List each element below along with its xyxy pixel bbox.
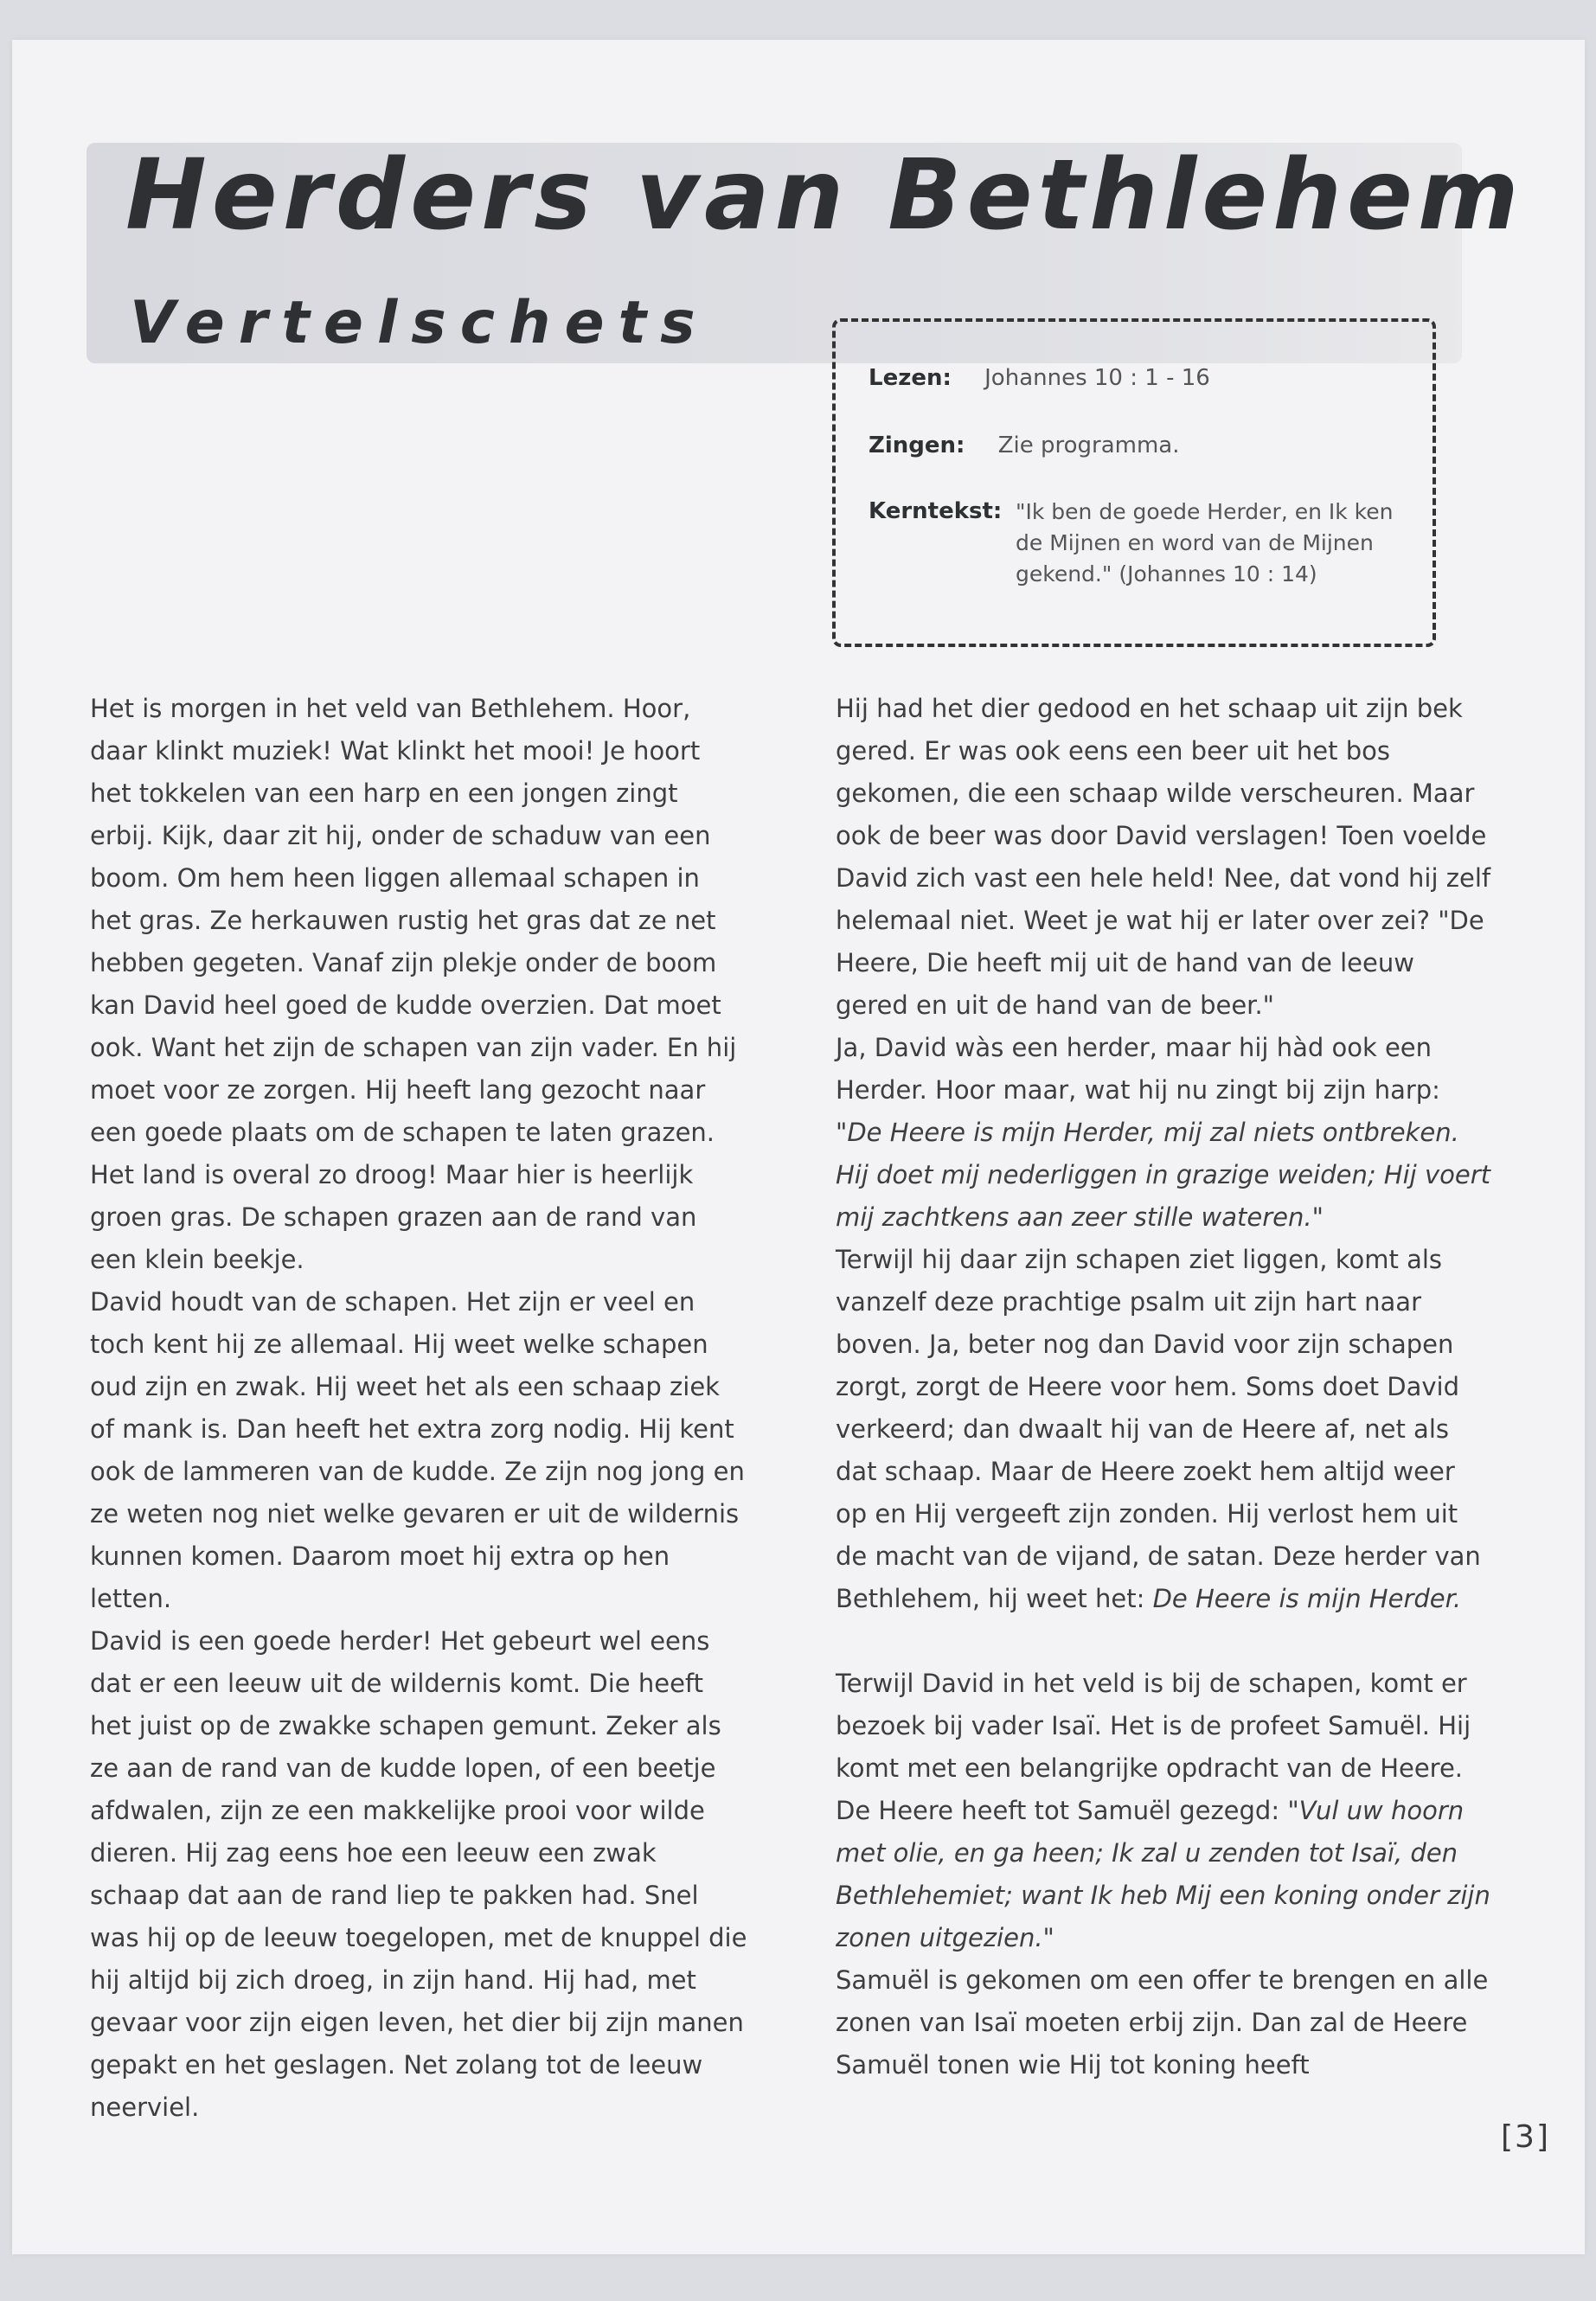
page-title: Herders van Bethlehem [125, 139, 1524, 252]
left-paragraph-3: David is een goede herder! Het gebeurt wel eens dat er een leeuw uit de wildernis komt. Die heeft het juist op de zwakke schapen gemunt. Zeker als ze aan de rand van de kudde lopen, of een beetje afdwalen, zijn ze een makkelijke prooi voor wilde dieren. Hij zag eens hoe een leeuw een zwak schaap dat aan de rand liep te pakken had. Snel was hij op de leeuw toegelopen, met de knuppel die hij altijd bij zich droeg, in zijn hand. Hij had, met gevaar voor zijn eigen leven, het dier bij zijn manen gepakt en het geslagen. Net zolang tot de leeuw neerviel. [90, 1626, 747, 2122]
right-paragraph-4 [836, 1663, 1493, 1959]
info-zingen [869, 429, 1180, 462]
paragraph-gap [836, 1620, 1493, 1663]
page-subtitle: Vertelschets [130, 289, 709, 357]
right-paragraph-2 [836, 1027, 1493, 1239]
right-paragraph-5: Samuël is gekomen om een offer te brengen en alle zonen van Isaï moeten erbij zijn. Dan zal de Heere Samuël tonen wie Hij tot koning heeft [836, 1965, 1489, 2080]
right-paragraph-1: Hij had het dier gedood en het schaap uit zijn bek gered. Er was ook eens een beer uit het bos gekomen, die een schaap wilde verscheuren. Maar ook de beer was door David verslagen! Toen voelde David zich vast een hele held! Nee, dat vond hij zelf helemaal niet. Weet je wat hij er later over zei? "De Heere, Die heeft mij uit de hand van de leeuw gered en uit de hand van de beer." [836, 694, 1491, 1020]
herder-quote: De Heere is mijn Herder. [1152, 1584, 1462, 1613]
zingen-label: Zingen: [869, 433, 965, 458]
left-paragraph-2: David houdt van de schapen. Het zijn er veel en toch kent hij ze allemaal. Hij weet welke schapen oud zijn en zwak. Hij weet het als een schaap ziek of mank is. Dan heeft het extra zorg nodig. Hij kent ook de lammeren van de kudde. Ze zijn nog jong en ze weten nog niet welke gevaren er uit de wildernis kunnen komen. Daarom moet hij extra op hen letten. [90, 1287, 745, 1613]
right-column [836, 688, 1493, 2086]
lezen-value: Johannes 10 : 1 - 16 [984, 365, 1210, 391]
zingen-value: Zie programma. [997, 433, 1180, 458]
info-lezen [869, 362, 1210, 394]
psalm-quote: "De Heere is mijn Herder, mij zal niets ontbreken. Hij doet mij nederliggen in grazige weiden; Hij voert mij zachtkens aan zeer stille wateren." [836, 1118, 1490, 1232]
right-paragraph-3-text: Terwijl hij daar zijn schapen ziet liggen, komt als vanzelf deze prachtige psalm uit zijn hart naar boven. Ja, beter nog dan David voor zijn schapen zorgt, zorgt de Heere voor hem. Soms doet David verkeerd; dan dwaalt hij van de Heere af, net als dat schaap. Maar de Heere zoekt hem altijd weer op en Hij vergeeft zijn zonden. Hij verlost hem uit de macht van de vijand, de satan. Deze herder van Bethlehem, hij weet het: [836, 1245, 1481, 1613]
kerntekst-label: Kerntekst: [869, 498, 1003, 524]
kerntekst-value: "Ik ben de goede Herder, en Ik ken de Mijnen en word van de Mijnen gekend." (Johannes 10 : 14) [1016, 499, 1394, 586]
right-paragraph-3 [836, 1239, 1493, 1620]
page-number: [3] [1501, 2119, 1550, 2155]
left-column [90, 688, 747, 2129]
samuel-quote: "Vul uw hoorn met olie, en ga heen; Ik zal u zenden tot Isaï, den Bethlehemiet; want Ik heb Mij een koning onder zijn zonen uitgezien." [836, 1796, 1490, 1952]
right-paragraph-2-text: Ja, David wàs een herder, maar hij hàd ook een Herder. Hoor maar, wat hij nu zingt bij zijn harp: [836, 1033, 1440, 1105]
lezen-label: Lezen: [869, 365, 952, 391]
info-box [832, 318, 1436, 647]
left-paragraph-1: Het is morgen in het veld van Bethlehem. Hoor, daar klinkt muziek! Wat klinkt het mooi! Je hoort het tokkelen van een harp en een jongen zingt erbij. Kijk, daar zit hij, onder de schaduw van een boom. Om hem heen liggen allemaal schapen in het gras. Ze herkauwen rustig het gras dat ze net hebben gegeten. Vanaf zijn plekje onder de boom kan David heel goed de kudde overzien. Dat moet ook. Want het zijn de schapen van zijn vader. En hij moet voor ze zorgen. Hij heeft lang gezocht naar een goede plaats om de schapen te laten grazen. Het land is overal zo droog! Maar hier is heerlijk groen gras. De schapen grazen aan de rand van een klein beekje. [90, 694, 737, 1274]
right-paragraph-4-text: Terwijl David in het veld is bij de schapen, komt er bezoek bij vader Isaï. Het is de profeet Samuël. Hij komt met een belangrijke opdracht van de Heere. De Heere heeft tot Samuël gezegd: [836, 1669, 1471, 1825]
